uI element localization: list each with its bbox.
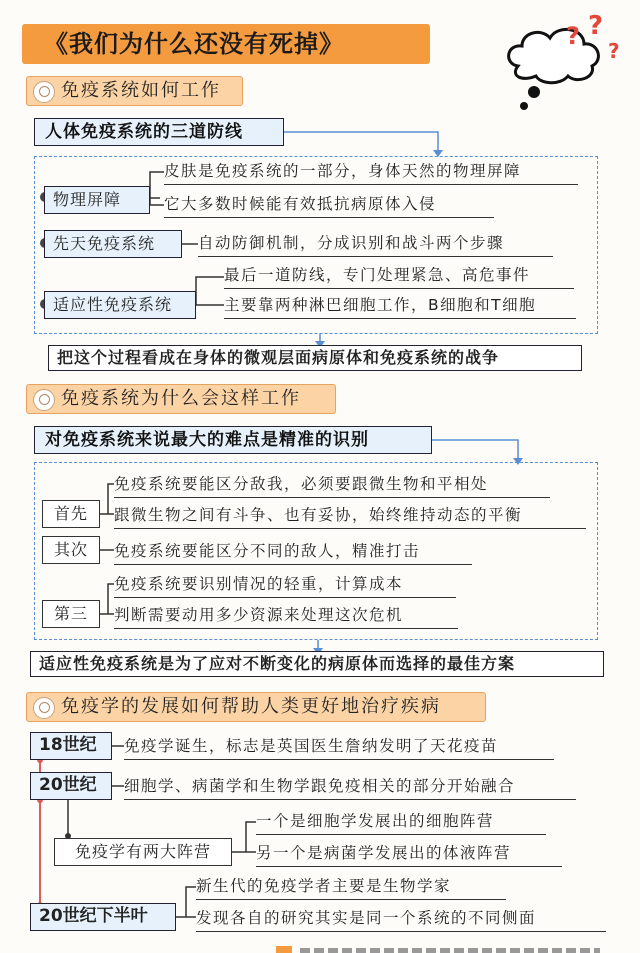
avatar-icon [33,81,55,103]
section-title: 免疫学的发展如何帮助人类更好地治疗疾病 [61,696,441,717]
point-third: 第三 [42,600,100,628]
svg-text:?: ? [608,39,620,63]
avatar-icon [33,389,55,411]
era-18th-century: 18世纪 [30,732,112,760]
svg-text:?: ? [588,14,604,41]
point-first-line-1: 免疫系统要能区分敌我，必须要跟微生物和平相处 [114,471,550,498]
three-defenses-header: 人体免疫系统的三道防线 [34,118,284,146]
era-late-20th-line-2: 发现各自的研究其实是同一个系统的不同侧面 [196,905,606,932]
era-late-20th-century: 20世纪下半叶 [30,903,176,931]
era-late-20th-line-1: 新生代的免疫学者主要是生物学家 [196,873,506,900]
point-first-line-2: 跟微生物之间有斗争、也有妥协，始终维持动态的平衡 [114,502,586,529]
defense-physical-barrier: 物理屏障 [44,186,150,214]
era-20th-century-line-1: 细胞学、病菌学和生物学跟免疫相关的部分开始融合 [124,773,576,800]
section1-summary: 把这个过程看成在身体的微观层面病原体和免疫系统的战争 [48,345,582,371]
defense-innate-system: 先天免疫系统 [44,230,182,258]
avatar-icon [33,697,55,719]
point-second: 其次 [42,536,100,564]
era-20th-century: 20世纪 [30,772,112,800]
defense-adaptive-system: 适应性免疫系统 [44,291,196,319]
point-second-line-1: 免疫系统要能区分不同的敌人，精准打击 [114,538,472,565]
defense-adaptive-line-1: 最后一道防线，专门处理紧急、高危事件 [224,262,574,289]
point-third-line-1: 免疫系统要识别情况的轻重，计算成本 [114,571,456,598]
point-first: 首先 [42,500,100,528]
svg-text:?: ? [566,22,580,50]
defense-innate-line-1: 自动防御机制，分成识别和战斗两个步骤 [198,230,553,257]
footer-text-fragment [300,948,600,953]
era-18th-century-line-1: 免疫学诞生，标志是英国医生詹纳发明了天花疫苗 [124,733,554,760]
two-camps-node: 免疫学有两大阵营 [54,838,232,866]
point-third-line-2: 判断需要动用多少资源来处理这次危机 [114,602,458,629]
page-title: 《我们为什么还没有死掉》 [22,24,430,64]
section-heading-immunology-development [26,692,486,722]
camps-line-1: 一个是细胞学发展出的细胞阵营 [256,808,546,835]
thinking-cloud-icon [500,14,630,114]
section-title: 免疫系统为什么会这样工作 [61,388,301,409]
defense-physical-line-1: 皮肤是免疫系统的一部分，身体天然的物理屏障 [164,158,578,185]
section-title: 免疫系统如何工作 [61,80,221,101]
recognition-header: 对免疫系统来说最大的难点是精准的识别 [34,426,432,454]
section2-summary: 适应性免疫系统是为了应对不断变化的病原体而选择的最佳方案 [30,651,604,677]
footer-marker [276,946,292,953]
section-heading-how-immune-works [26,76,243,106]
camps-line-2: 另一个是病菌学发展出的体液阵营 [256,840,562,867]
defense-physical-line-2: 它大多数时候能有效抵抗病原体入侵 [164,191,494,218]
section-heading-why-immune-works [26,384,336,414]
defense-adaptive-line-2: 主要靠两种淋巴细胞工作，B细胞和T细胞 [224,292,576,319]
